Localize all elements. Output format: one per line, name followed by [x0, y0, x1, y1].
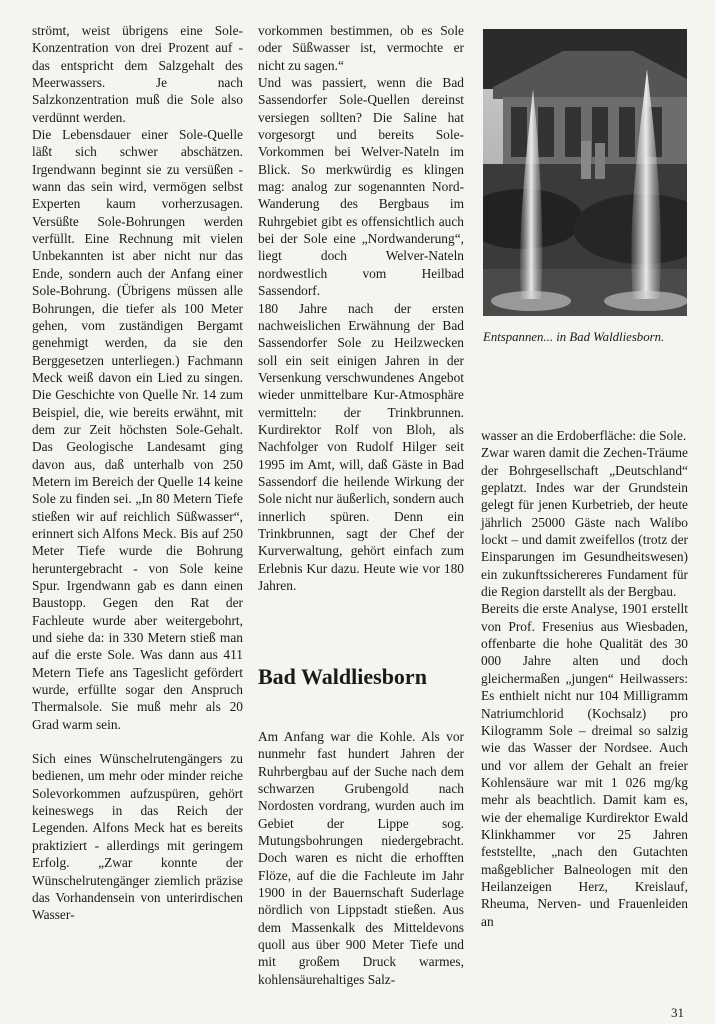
photo-illustration: [483, 29, 687, 316]
paragraph: Am Anfang war die Kohle. Als vor nunmehr fast hundert Jahren der Ruhrbergbau auf der Suche nach dem schwarzen Grubengold nach Nordosten vordrang, wurden auch im Gebiet der Lippe sog. Mutungsbohrungen niedergebracht. Doch waren es nicht die erhofften Flöze, auf die die Fachleute im Jahr 1900 in der Bauernschaft Suderlage nördlich von Lippstadt stießen. Aus dem Massenkalk des Mitteldevons quoll aus über 900 Meter Tiefe und mit großem Druck warmes, kohlensäurehaltiges Salz-: [258, 729, 464, 987]
paragraph: vorkommen bestimmen, ob es Sole oder Süßwasser ist, vermochte er nicht zu sagen.“: [258, 23, 464, 73]
paragraph: Bereits die erste Analyse, 1901 erstellt von Prof. Fresenius aus Wiesbaden, offenbarte die hohe Qualität des 30 000 Jahre alten und doch gleichermaßen „jungen“ Heilwassers: Es enthielt nicht nur 104 Milligramm Natriumchlorid (Kochsalz) pro Kilogramm Sole – dreimal so salzig wie das Wasser der Nordsee. Auch und vor allem der Gehalt an freier Kohlensäure war mit 1 026 mg/kg mehr als beachtlich. Damit kam es, wie der ehemalige Kurdirektor Ewald Klinkhammer vor 25 Jahren feststellte, „nach den Gutachten maßgeblicher Balneologen mit den Heilanzeigen Herz, Kreislauf, Rheuma, Nerven- und Frauenleiden an: [481, 601, 688, 929]
paragraph: Die Lebensdauer einer Sole-Quelle läßt sich schwer abschätzen. Irgendwann beginnt sie zu versüßen - wann das sein wird, vermögen selbst Experten kaum vorherzusagen. Versüßte Sole-Bohrungen werden verfüllt. Eine Rechnung mit vielen Unbekannten ist aber nicht nur das Ende, sondern auch der Anfang einer Sole-Bohrung. (Übrigens müssen alle Bohrungen, die tiefer als 100 Meter gehen, vom zuständigen Bergamt genehmigt werden, da sie den Berggesetzen unterliegen.) Fachmann Meck weiß davon ein Lied zu singen. Die Geschichte von Quelle Nr. 14 zum Beispiel, die, wie bereits erwähnt, mit dem zur Zeit höchsten Sole-Gehalt. Das Geologische Landesamt ging davon aus, daß unterhalb von 250 Metern im Bereich der Quelle 14 keine Sole zu finden sei. „In 80 Metern Tiefe stießen wir auf reichlich Süßwasser“, erinnert sich Alfons Meck. Bis auf 250 Meter Tiefe wurde die Bohrung heruntergebracht - von Sole keine Spur. Irgendwann gab es dann einen Baustopp. Gegen den Rat der Fachleute wurde aber weitergebohrt, und siehe da: in 330 Metern stieß man auf die erste Sole. Was dann aus 411 Metern Tiefe ans Tageslicht gefördert wurde, erfüllte sogar den Anspruch Thermalsole. Sie muß mehr als 20 Grad warm sein.: [32, 127, 243, 732]
section-heading: Bad Waldliesborn: [258, 664, 427, 689]
paragraph: Zwar waren damit die Zechen-Träume der Bohrgesellschaft „Deutschland“ geplatzt. Indes war der Grundstein gelegt für jenen Kurbetrieb, der heute jährlich 25000 Gäste nach Walibo lockt – und damit zweifellos (trotz der Einsparungen im Gesundheitswesen) ein zukunftssichereres Fundament für die Region darstellt als der Bergbau.: [481, 445, 688, 600]
paragraph: Und was passiert, wenn die Bad Sassendorfer Sole-Quellen dereinst versiegen sollten? Die Saline hat vorgesorgt und bereits Sole-Vorkommen bei Welver-Nateln im Blick. So merkwürdig es klingen mag: analog zur sogenannten Nord-Wanderung des Bergbaus im Ruhrgebiet gibt es offensichtlich auch bei der Sole eine „Nordwanderung“, liegt doch Welver-Nateln nordwestlich vom Heilbad Sassendorf.: [258, 75, 464, 299]
paragraph: 180 Jahre nach der ersten nachweislichen Erwähnung der Bad Sassendorfer Sole zu Heilzwecken soll ein seit einigen Jahren in der Versenkung verschwundenes Angebot wieder unmittelbare Kur-Atmosphäre vermitteln: der Trinkbrunnen. Kurdirektor Rolf von Bloh, als Nachfolger von Rudolf Hilger seit 1995 im Amt, will, daß Gäste in Bad Sassendorf die heilende Wirkung der Sole nicht nur äußerlich, sondern auch innerlich spüren. Denn ein Trinkbrunnen, sagt der Chef der Kurverwaltung, gehört einfach zum Erlebnis Kur dazu. Heute wie vor 180 Jahren.: [258, 300, 465, 593]
article-column-3: [481, 427, 688, 930]
page-number: 31: [671, 1005, 684, 1020]
article-column-2-lower: [258, 728, 464, 988]
photo-caption: Entspannen... in Bad Waldliesborn.: [483, 330, 665, 344]
article-column-2: [258, 22, 464, 594]
paragraph: strömt, weist übrigens eine Sole-Konzentration von drei Prozent auf - das entspricht dem Salzgehalt des Meerwassers. Je nach Salzkonzentration muß die Sole also verdünnt werden.: [32, 23, 243, 125]
paragraph: Sich eines Wünschelrutengängers zu bedienen, um mehr oder minder reiche Solevorkommen aufzuspüren, gehört keineswegs in das Reich der Legenden. Alfons Meck hat es bereits praktiziert - allerdings mit geringem Erfolg. „Zwar konnte der Wünschelrutengänger ziemlich präzise das Vorhandensein von unterirdischen Wasser-: [32, 751, 243, 923]
photo-kurpark: [483, 29, 687, 316]
paragraph: wasser an die Erdoberfläche: die Sole.: [481, 428, 687, 443]
article-column-1: [32, 22, 243, 924]
